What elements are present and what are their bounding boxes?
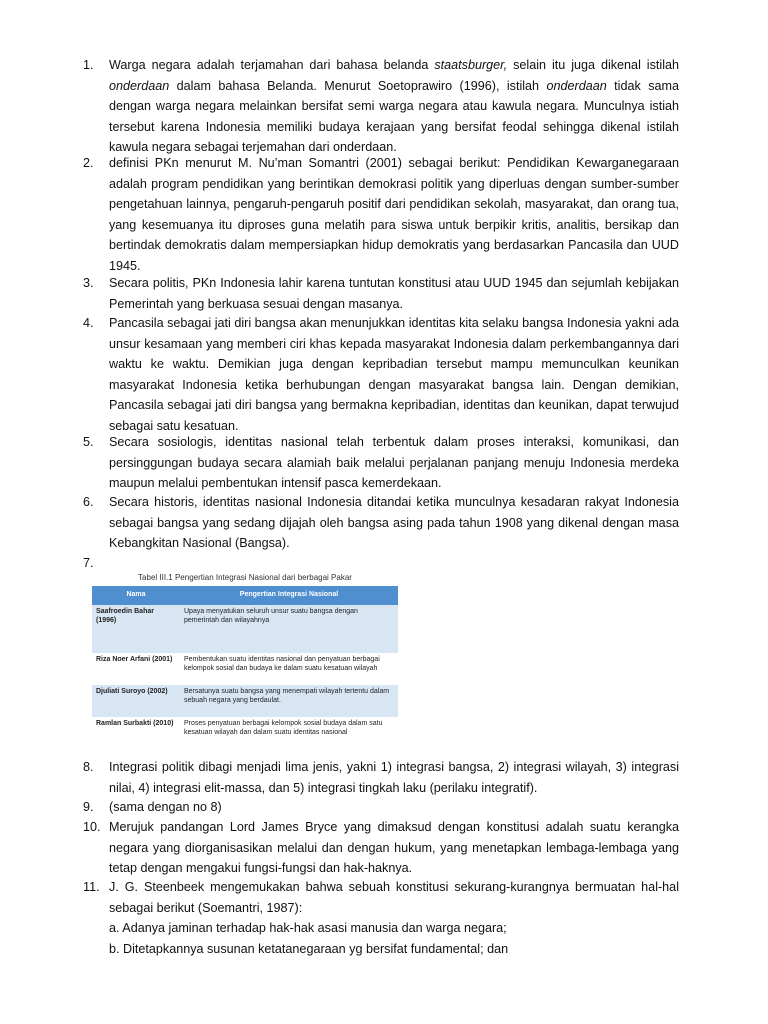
item-text: Integrasi politik dibagi menjadi lima jenis, yakni 1) integrasi bangsa, 2) integrasi wilayah, 3) integrasi nilai, 4) integrasi elit-massa, dan 5) integrasi tingkah laku (perilaku integratif). [109, 760, 679, 795]
expert-name: Ramlan Surbakti (2010) [92, 717, 180, 749]
table-row [92, 717, 398, 749]
table-header-row [92, 586, 398, 605]
list-item [83, 492, 679, 554]
table-caption: Tabel III.1 Pengertian Integrasi Nasional dari berbagai Pakar [138, 573, 352, 582]
italic-term: staatsburger, [434, 58, 508, 72]
list-item [83, 817, 679, 879]
item-text: Merujuk pandangan Lord James Bryce yang dimaksud dengan konstitusi adalah suatu kerangka negara yang diorganisasikan melalui dan dengan hukum, yang menetapkan lembaga-lembaga yang tetap dengan mengakui fungsi-fungsi dan hak-haknya. [109, 820, 679, 875]
item-number: 9. [83, 800, 94, 814]
item-text: Secara historis, identitas nasional Indonesia ditandai ketika munculnya kesadaran rakyat Indonesia sebagai bangsa yang sedang dijajah oleh bangsa asing pada tahun 1908 yang dikenal dengan masa Kebangkitan Nasional (Bangsa). [109, 495, 679, 550]
column-header-definition: Pengertian Integrasi Nasional [180, 586, 398, 605]
list-item [83, 55, 679, 158]
text-run: tidak sama dengan warga negara melainkan bersifat semi warga negara atau kawula negara. Munculnya istiah tersebut karena Indonesia memiliki budaya kerajaan yang bersifat feodal sehingga dikenal istilah kawula negara sebagai terjemahan dari onderdaan. [109, 78, 679, 154]
integration-table [92, 586, 398, 749]
sub-item: a. Adanya jaminan terhadap hak-hak asasi manusia dan warga negara; [109, 921, 507, 935]
item-number: 8. [83, 760, 94, 774]
definition: Proses penyatuan berbagai kelompok sosial budaya dalam satu kesatuan wilayah dan dalam suatu identitas nasional [180, 717, 398, 749]
item-number: 5. [83, 435, 94, 449]
item-number: 10. [83, 820, 101, 834]
definition: Bersatunya suatu bangsa yang menempati wilayah tertentu dalam sebuah negara yang berdaulat. [180, 685, 398, 717]
table-row [92, 653, 398, 685]
list-item [83, 432, 679, 494]
item-text: definisi PKn menurut M. Nu’man Somantri (2001) sebagai berikut: Pendidikan Kewarganegaraan adalah program pendidikan yang berintikan demokrasi politik yang diperluas dengan sumber-sumber pengetahuan lainnya, pengaruh-pengaruh positif dari pendidikan sekolah, masyarakat, dan orang tua, yang kesemuanya itu diproses guna melatih para siswa untuk berpikir kritis, analitis, bersikap dan bertindak demokratis dalam mempersiapkan hidup demokratis yang berdasarkan Pancasila dan UUD 1945. [109, 156, 679, 273]
item-number: 7. [83, 556, 94, 570]
definition: Upaya menyatukan seluruh unsur suatu bangsa dengan pemerintah dan wilayahnya [180, 605, 398, 653]
list-item [83, 313, 679, 436]
expert-name: Saafroedin Bahar (1996) [92, 605, 180, 653]
text-run: selain itu juga dikenal istilah [507, 58, 679, 72]
sub-item: b. Ditetapkannya susunan ketatanegaraan yg bersifat fundamental; dan [109, 941, 509, 956]
italic-term: onderdaan [109, 78, 170, 93]
list-item [83, 153, 679, 276]
item-number: 2. [83, 156, 94, 170]
list-item [83, 273, 679, 314]
item-text [109, 55, 679, 158]
integration-table-image [92, 572, 398, 744]
italic-term: onderdaan [546, 78, 607, 93]
list-item [83, 797, 679, 818]
item-text: (sama dengan no 8) [109, 800, 222, 814]
list-item [83, 877, 679, 959]
item-number: 3. [83, 276, 94, 290]
item-number: 11. [83, 880, 100, 894]
text-run: Warga negara adalah terjamahan dari bahasa belanda [109, 58, 435, 72]
expert-name: Djuliati Suroyo (2002) [92, 685, 180, 717]
item-number: 6. [83, 495, 94, 509]
table-row [92, 605, 398, 653]
definition: Pembentukan suatu identitas nasional dan penyatuan berbagai kelompok sosial dan budaya ke dalam suatu kesatuan wilayah [180, 653, 398, 685]
item-text: Secara sosiologis, identitas nasional telah terbentuk dalam proses interaksi, komunikasi, dan persinggungan budaya secara alamiah baik melalui perjalanan panjang menuju Indonesia merdeka maupun melalui pembentukan intensif pasca kemerdekaan. [109, 435, 679, 490]
text-run: dalam bahasa Belanda. Menurut Soetoprawiro (1996), istilah [169, 78, 547, 93]
item-text: Pancasila sebagai jati diri bangsa akan menunjukkan identitas kita selaku bangsa Indonesia yakni ada unsur kesamaan yang memberi ciri khas kepada masyarakat Indonesia dalam perkembangannya dari waktu ke waktu. Demikian juga dengan kepribadian tersebut mampu memunculkan keunikan masyarakat Indonesia ketika berhubungan dengan masyarakat bangsa lain. Dengan demikian, Pancasila sebagai jati diri bangsa yang bermakna kepribadian, identitas dan keunikan, dapat terwujud sebagai satu kesatuan. [109, 316, 679, 433]
item-text: J. G. Steenbeek mengemukakan bahwa sebuah konstitusi sekurang-kurangnya bermuatan hal-hal sebagai berikut (Soemantri, 1987): [109, 880, 679, 915]
item-number: 1. [83, 58, 94, 72]
expert-name: Riza Noer Arfani (2001) [92, 653, 180, 685]
list-item [83, 757, 679, 798]
column-header-name: Nama [92, 586, 180, 605]
item-number: 4. [83, 316, 94, 330]
table-row [92, 685, 398, 717]
item-text: Secara politis, PKn Indonesia lahir karena tuntutan konstitusi atau UUD 1945 dan sejumlah kebijakan Pemerintah yang berkuasa sesuai dengan masanya. [109, 276, 679, 311]
